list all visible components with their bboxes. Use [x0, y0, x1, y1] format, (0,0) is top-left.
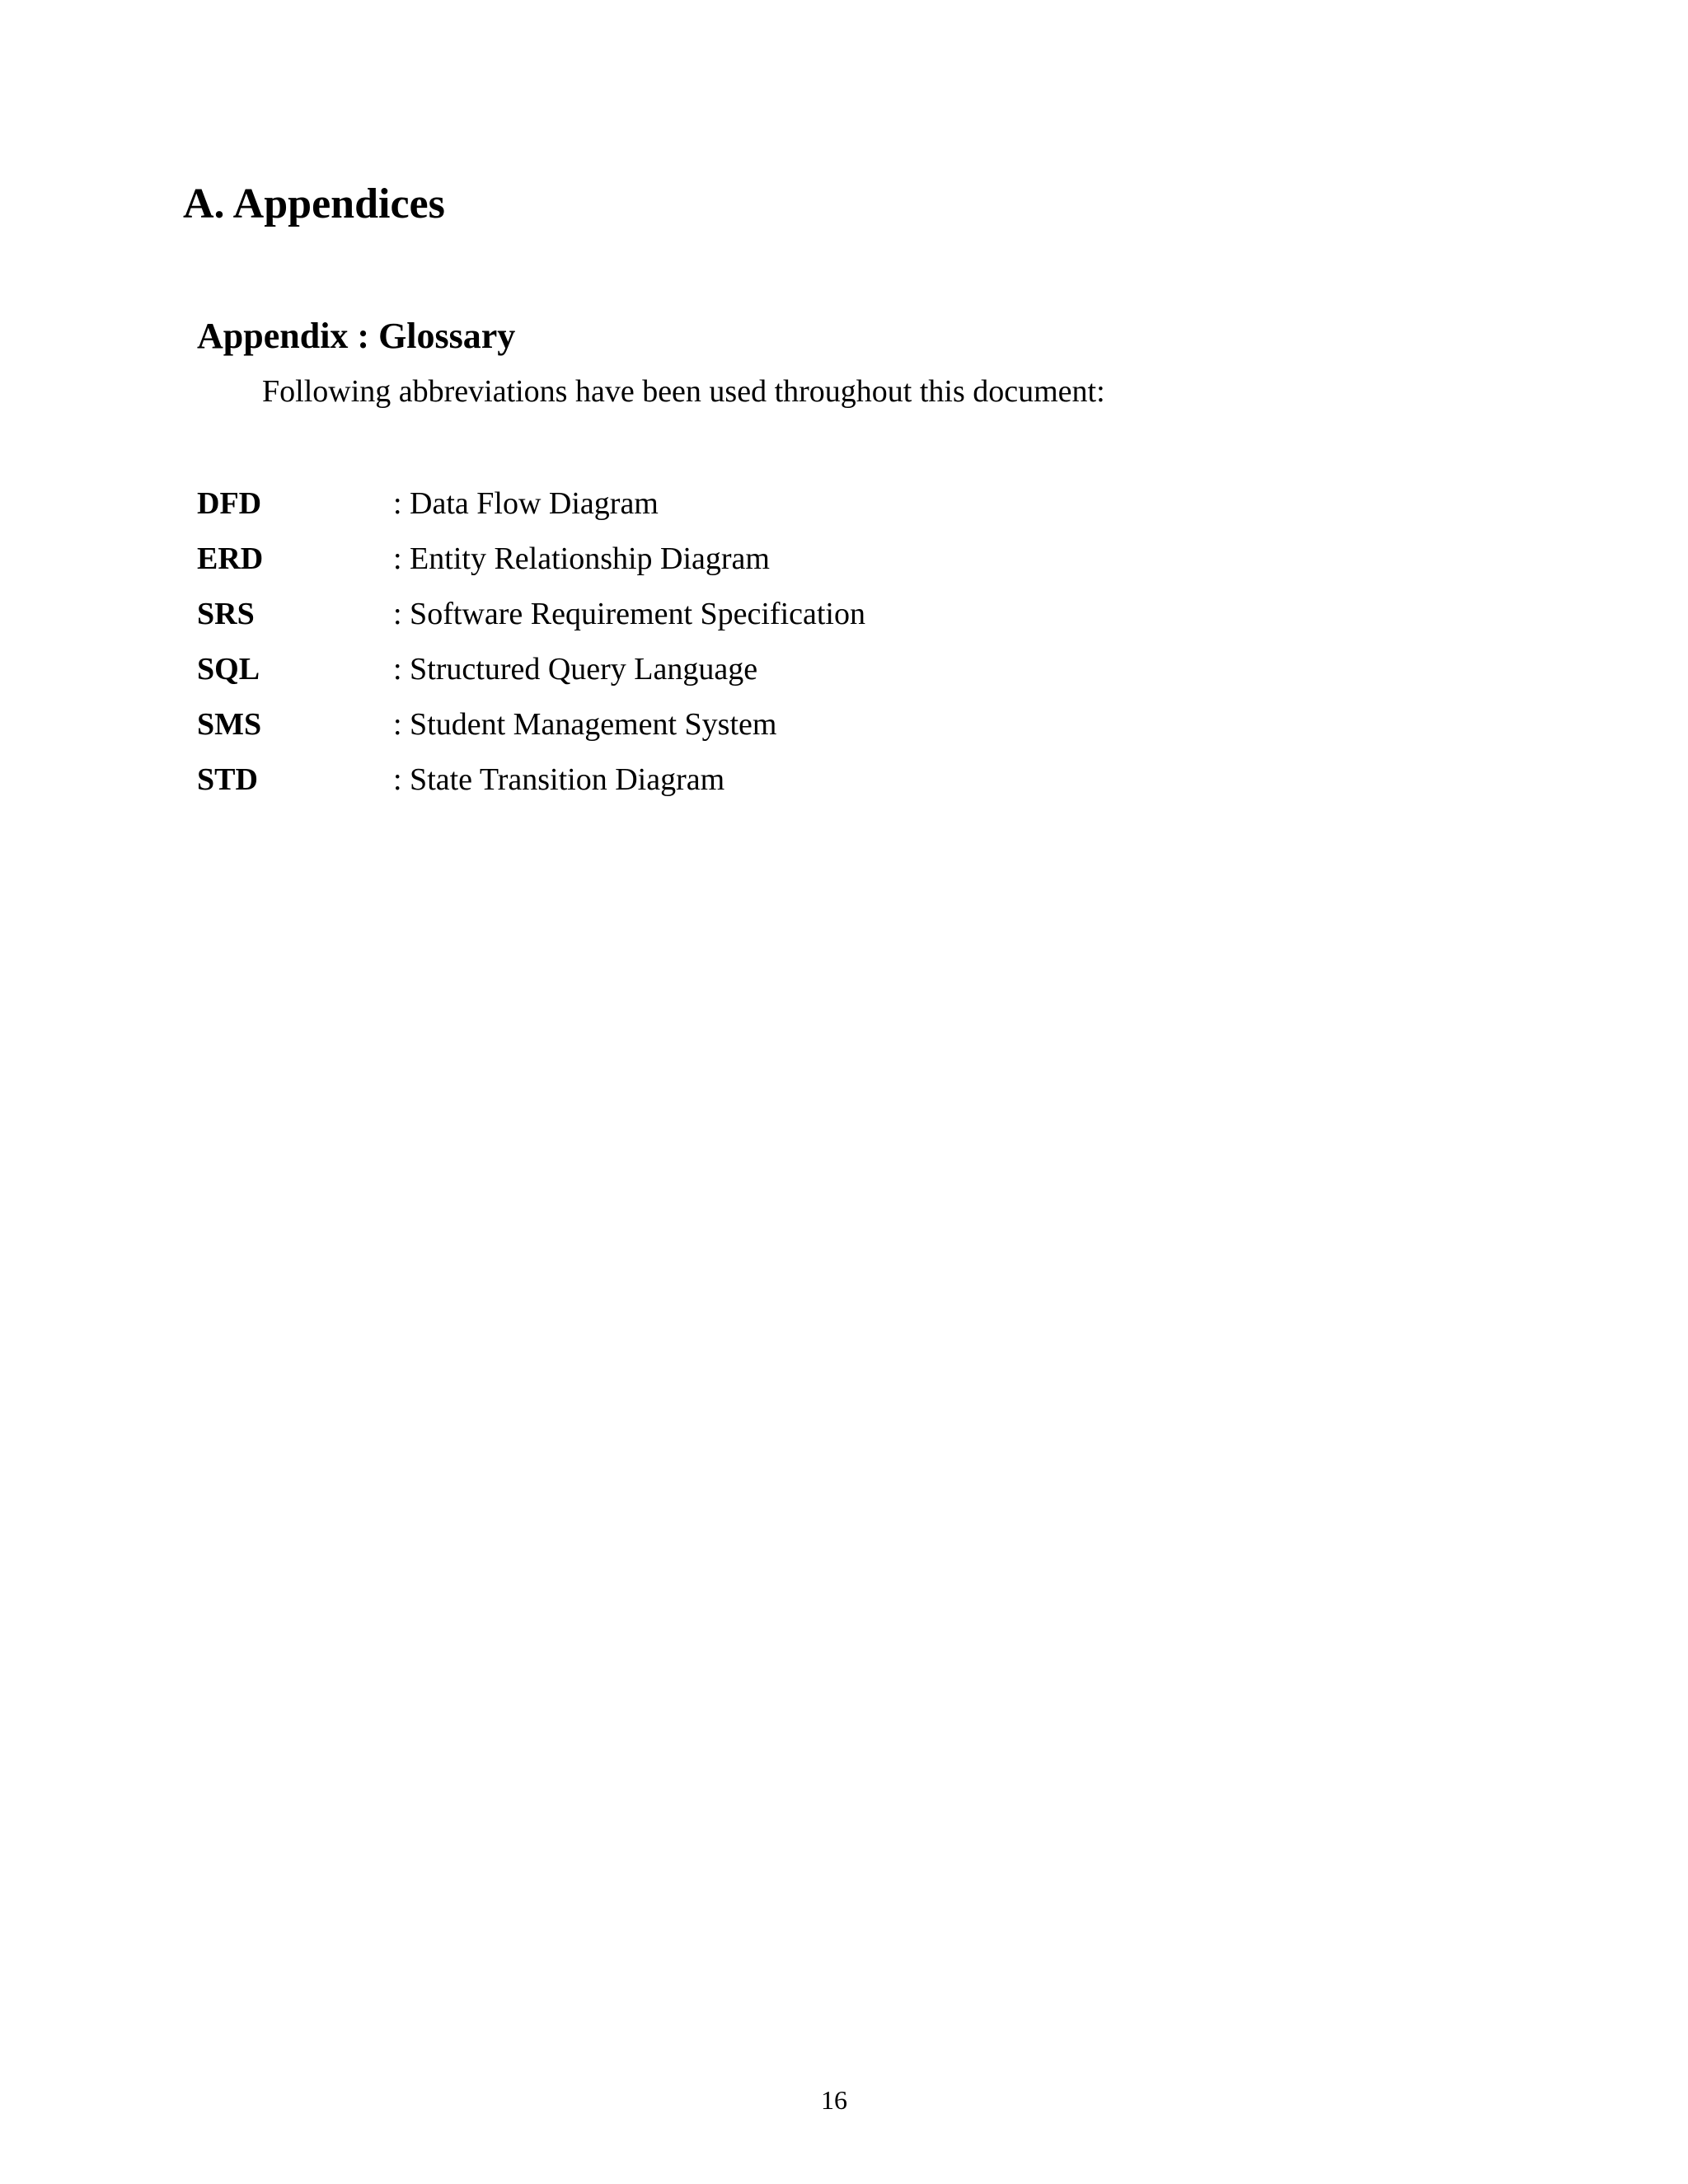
glossary-item — [197, 761, 1186, 816]
glossary-item — [197, 540, 1186, 595]
appendix-title: Appendix : Glossary — [197, 316, 516, 356]
glossary-abbreviation: SMS — [197, 707, 262, 742]
glossary-definition: : Data Flow Diagram — [393, 486, 659, 521]
glossary-item — [197, 595, 1186, 650]
glossary-abbreviation: SQL — [197, 652, 260, 687]
glossary-intro: Following abbreviations have been used throughout this document: — [262, 374, 1105, 409]
glossary-abbreviation: ERD — [197, 541, 264, 576]
glossary-definition: : Software Requirement Specification — [393, 597, 865, 631]
glossary-item — [197, 705, 1186, 761]
glossary-definition: : State Transition Diagram — [393, 762, 725, 797]
glossary-definition: : Entity Relationship Diagram — [393, 541, 770, 576]
glossary-item — [197, 650, 1186, 705]
glossary-list — [197, 485, 1186, 816]
glossary-definition: : Student Management System — [393, 707, 777, 742]
glossary-abbreviation: SRS — [197, 597, 255, 631]
section-title: A. Appendices — [183, 180, 445, 227]
glossary-abbreviation: DFD — [197, 486, 262, 521]
glossary-abbreviation: STD — [197, 762, 258, 797]
page-number: 16 — [821, 2085, 847, 2115]
glossary-definition: : Structured Query Language — [393, 652, 758, 687]
glossary-item — [197, 485, 1186, 540]
